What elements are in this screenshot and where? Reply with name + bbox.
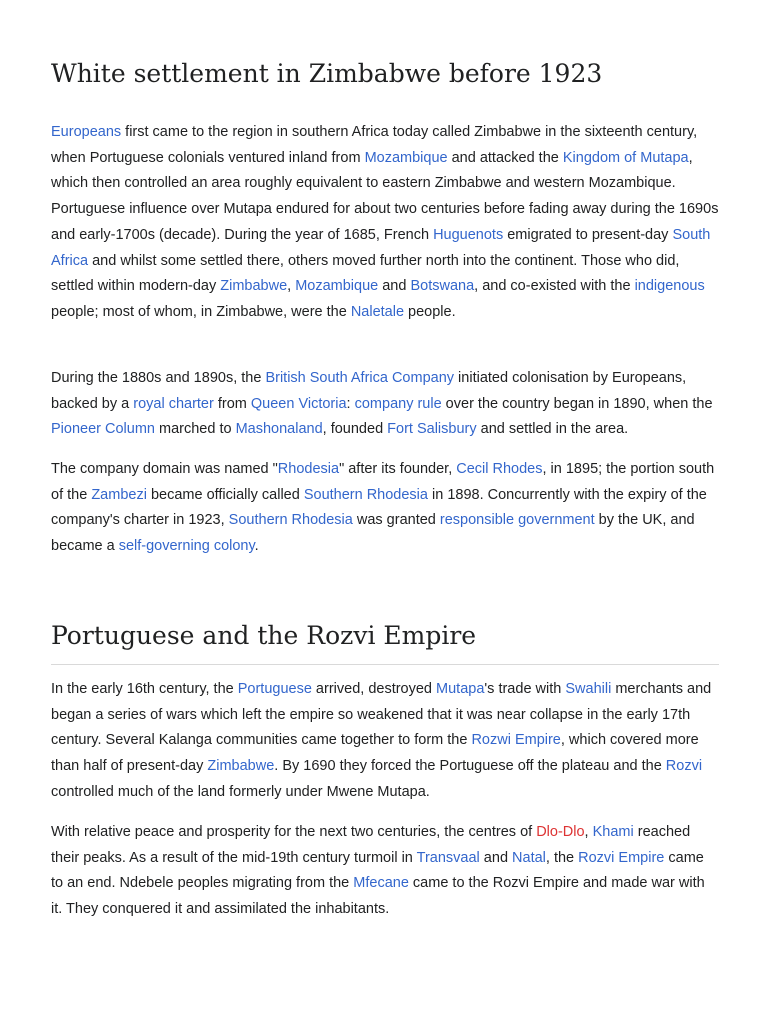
link-company-rule[interactable]: company rule <box>354 395 442 412</box>
paragraph-text: people. <box>404 303 456 320</box>
paragraph-text: first came to the region in southern Africa today called Zimbabwe in the sixteenth century, when Portuguese colonials ventured inland from <box>51 124 698 166</box>
paragraph-text: by the UK, and became a <box>51 512 695 555</box>
paragraph-text: initiated colonisation by Europeans, backed by a <box>51 370 687 412</box>
paragraph <box>51 120 719 326</box>
paragraph-text: and <box>479 849 513 866</box>
link-responsible-government[interactable]: responsible government <box>439 512 595 529</box>
link-mfecane[interactable]: Mfecane <box>353 875 409 892</box>
paragraph-text: , the <box>545 849 579 866</box>
link-south-africa[interactable]: South Africa <box>51 226 711 269</box>
link-zimbabwe[interactable]: Zimbabwe <box>220 278 288 295</box>
link-dlo-dlo[interactable]: Dlo-Dlo <box>536 824 585 840</box>
paragraph-text: arrived, destroyed <box>311 681 437 697</box>
link-swahili[interactable]: Swahili <box>565 681 612 697</box>
link-rozvi-empire[interactable]: Rozvi Empire <box>578 849 665 866</box>
paragraph-text: and whilst some settled there, others moved further north into the continent. Those who did, settled within modern-day <box>51 252 680 295</box>
paragraph-text: was granted <box>352 512 440 529</box>
link-royal-charter[interactable]: royal charter <box>133 395 214 412</box>
paragraph-text: , in 1895; the portion south of the <box>51 461 715 503</box>
paragraph <box>51 457 719 560</box>
paragraph-text: 's trade with <box>484 681 566 697</box>
paragraph-text: marched to <box>154 421 236 438</box>
link-zimbabwe[interactable]: Zimbabwe <box>207 758 275 775</box>
paragraph-text: came to an end. Ndebele peoples migrating from the <box>51 849 704 892</box>
link-pioneer-column[interactable]: Pioneer Column <box>51 421 155 438</box>
link-southern-rhodesia[interactable]: Southern Rhodesia <box>303 486 428 503</box>
link-transvaal[interactable]: Transvaal <box>416 849 480 866</box>
link-british-south-africa-company[interactable]: British South Africa Company <box>265 370 455 386</box>
paragraph-text: over the country began in 1890, when the <box>441 395 713 412</box>
paragraph-text: . <box>254 538 259 555</box>
paragraph-text: reached their peaks. As a result of the mid-19th century turmoil in <box>51 824 691 866</box>
link-rozvi[interactable]: Rozvi <box>665 758 703 775</box>
paragraph-text: emigrated to present-day <box>503 226 673 243</box>
paragraph <box>51 366 719 443</box>
link-portuguese[interactable]: Portuguese <box>237 681 312 697</box>
link-rozwi-empire[interactable]: Rozwi Empire <box>471 732 561 749</box>
paragraph-text: , <box>287 278 296 295</box>
link-naletale[interactable]: Naletale <box>350 303 405 320</box>
link-mozambique[interactable]: Mozambique <box>295 278 379 295</box>
paragraph-text: : <box>346 395 355 412</box>
paragraph-text: became officially called <box>146 486 304 503</box>
link-rhodesia[interactable]: Rhodesia <box>277 461 340 477</box>
paragraph-text: The company domain was named " <box>51 461 278 477</box>
paragraph-text: and attacked the <box>447 149 563 166</box>
link-botswana[interactable]: Botswana <box>410 278 475 295</box>
paragraph-text: During the 1880s and 1890s, the <box>51 370 266 386</box>
paragraph-text: . By 1690 they forced the Portuguese off the plateau and the <box>274 758 666 775</box>
paragraph-text: in 1898. Concurrently with the expiry of the company's charter in 1923, <box>51 486 707 529</box>
link-huguenots[interactable]: Huguenots <box>433 226 504 243</box>
paragraph-text: , which covered more than half of present-day <box>51 732 699 775</box>
paragraph-text: merchants and began a series of wars which left the empire so weakened that it was near collapse in the early 17th century. Several Kalanga communities came together to form the <box>51 681 712 749</box>
link-mashonaland[interactable]: Mashonaland <box>235 421 323 438</box>
paragraph-text: and <box>378 278 411 295</box>
link-europeans[interactable]: Europeans <box>51 124 122 140</box>
link-self-governing-colony[interactable]: self-governing colony <box>118 538 255 555</box>
link-fort-salisbury[interactable]: Fort Salisbury <box>387 421 477 438</box>
paragraph-text: With relative peace and prosperity for the next two centuries, the centres of <box>51 824 537 840</box>
paragraph-text: , founded <box>322 421 388 438</box>
link-mutapa[interactable]: Mutapa <box>436 681 485 697</box>
link-kingdom-of-mutapa[interactable]: Kingdom of Mutapa <box>562 149 689 166</box>
link-mozambique[interactable]: Mozambique <box>364 149 448 166</box>
paragraph-text: and settled in the area. <box>476 421 629 438</box>
link-southern-rhodesia[interactable]: Southern Rhodesia <box>228 512 353 529</box>
paragraph <box>51 677 719 806</box>
link-khami[interactable]: Khami <box>592 824 634 840</box>
paragraph-text: , which then controlled an area roughly equivalent to eastern Zimbabwe and western Mozambique. Portuguese influence over Mutapa endured for about two centuries before fading away during the 1690s and early-1700s (decade). During the year of 1685, French <box>51 149 719 243</box>
paragraph-text: people; most of whom, in Zimbabwe, were the <box>51 303 351 320</box>
paragraph-text: from <box>213 395 251 412</box>
link-zambezi[interactable]: Zambezi <box>91 486 147 503</box>
link-indigenous[interactable]: indigenous <box>634 278 705 295</box>
paragraph-text: In the early 16th century, the <box>51 681 238 697</box>
paragraph <box>51 820 719 923</box>
paragraph-text: " after its founder, <box>339 461 457 477</box>
paragraph-text: came to the Rozvi Empire and made war with it. They conquered it and assimilated the inhabitants. <box>51 875 705 918</box>
paragraph-text: controlled much of the land formerly under Mwene Mutapa. <box>51 783 430 800</box>
link-cecil-rhodes[interactable]: Cecil Rhodes <box>456 461 543 477</box>
link-natal[interactable]: Natal <box>512 849 546 866</box>
section-heading-white-settlement: White settlement in Zimbabwe before 1923 <box>51 59 603 88</box>
section-heading-rozvi-empire: Portuguese and the Rozvi Empire <box>51 620 719 665</box>
paragraph-text: , and co-existed with the <box>474 278 635 295</box>
link-queen-victoria[interactable]: Queen Victoria <box>250 395 347 412</box>
paragraph-text: , <box>584 824 593 840</box>
